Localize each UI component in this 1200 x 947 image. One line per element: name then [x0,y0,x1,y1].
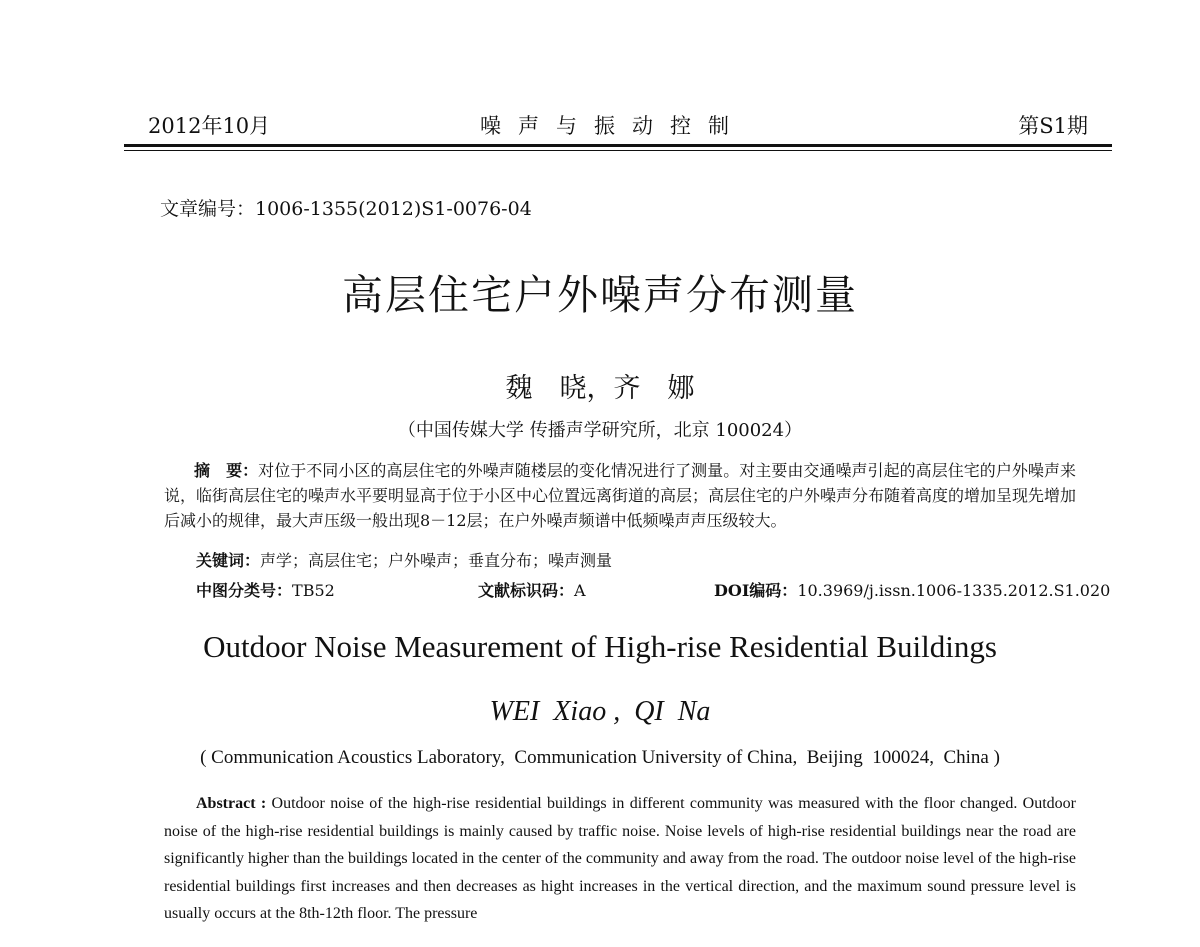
header-date: 2012年10月 [148,114,271,138]
abstract-english-label: Abstract : [196,795,267,812]
clc-number [196,578,335,601]
clc-label: 中图分类号： [196,581,293,600]
doc-code-label: 文献标识码： [478,581,575,600]
title-chinese: 高层住宅户外噪声分布测量 [342,271,858,319]
article-number: 文章编号：1006-1355(2012)S1-0076-04 [160,198,532,220]
document-code [478,578,586,601]
affiliation-chinese: （中国传媒大学 传播声学研究所，北京 100024） [397,420,803,441]
title-english: Outdoor Noise Measurement of High-rise Residential Buildings [203,629,997,664]
affiliation-english: ( Communication Acoustics Laboratory, Communication University of China, Beijing 100024, China ) [200,747,1000,768]
journal-name: 噪声与振动控制 [480,114,746,138]
keywords-chinese [196,548,612,571]
authors-english: WEI Xiao , QI Na [489,696,711,727]
doi-code [714,578,1110,601]
keywords-text: 声学；高层住宅；户外噪声；垂直分布；噪声测量 [260,551,613,570]
doc-code-value: A [574,581,586,600]
abstract-chinese-label: 摘 要： [194,461,259,480]
keywords-label: 关键词： [196,551,261,570]
abstract-chinese [164,458,1076,533]
abstract-english [164,790,1076,928]
issue-number: 第S1期 [1018,114,1088,138]
header-rule-thick [124,144,1112,147]
authors-chinese: 魏 晓，齐 娜 [505,373,695,404]
abstract-chinese-text: 对位于不同小区的高层住宅的外噪声随楼层的变化情况进行了测量。对主要由交通噪声引起的高层住宅的户外噪声来说，临街高层住宅的噪声水平要明显高于位于小区中心位置远离街道的高层；高层住宅的户外噪声分布随着高度的增加呈现先增加后减小的规律，最大声压级一般出现8－12层；在户外噪声频谱中低频噪声声压级较大。 [164,461,1077,530]
doi-value: 10.3969/j.issn.1006-1335.2012.S1.020 [797,581,1111,600]
header-rule-thin [124,150,1112,151]
doi-label: DOI编码： [714,581,798,600]
clc-value: TB52 [292,581,335,600]
abstract-english-text: Outdoor noise of the high-rise residential buildings in different community was measured with the floor changed. Outdoor noise of the high-rise residential buildings is mainly caused by traffic noise. Noise levels of high-rise residential buildings near the road are significantly higher than the buildings located in the center of the community and away from the road. The outdoor noise level of the high-rise residential buildings first increases and then decreases as hight increases in the vertical direction, and the maximum sound pressure level is usually occurs at the 8th-12th floor. The pressure [164,795,1076,922]
